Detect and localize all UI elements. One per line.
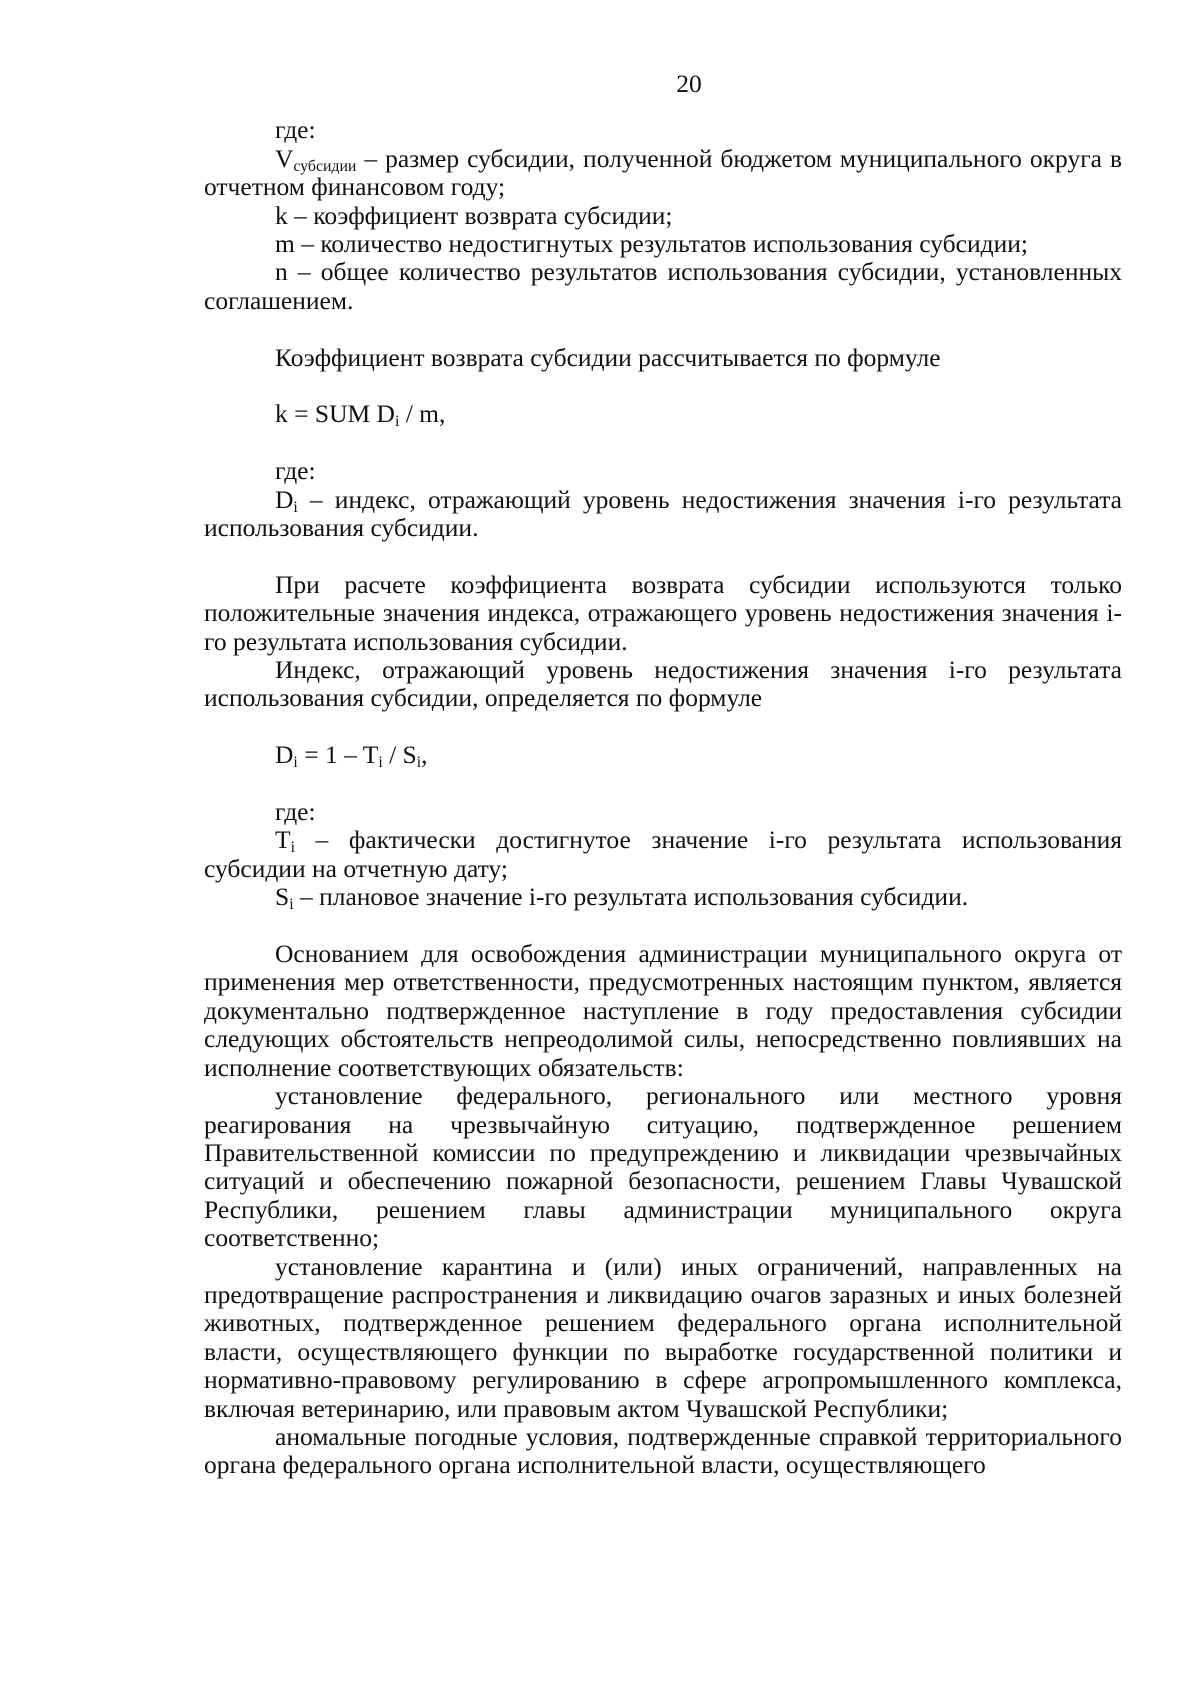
definition-s: $S_i$ – плановое значение i-го результата использования субсидии.	[275, 882, 969, 914]
definition-k: k – коэффициент возврата субсидии;	[275, 200, 673, 230]
definition-t: $T_i$ – фактически достигнутое значение i-го результата использования субсидии на отчетную дату;	[204, 825, 1122, 883]
formula-k: k = SUM $D_i$ / m,	[275, 399, 446, 431]
paragraph-index-formula-intro: Индекс, отражающий уровень недостижения значения i-го результата использования субсидии, определяется по формуле	[204, 655, 1122, 713]
paragraph-positive-values: При расчете коэффициента возврата субсидии используются только положительные значения индекса, отражающего уровень недостижения значения i-го результата использования субсидии.	[204, 569, 1122, 656]
where-label: где:	[275, 797, 316, 827]
spacer	[204, 770, 1122, 798]
formula-d: $D_i = 1 - T_i / S_i$,	[275, 740, 428, 772]
where-label: где:	[275, 115, 316, 145]
paragraph-force-majeure: Основанием для освобождения администрации муниципального округа от применения мер ответственности, предусмотренных настоящим пунктом, является документально подтвержденное наступление в году предоставления субсидии следующих обстоятельств непреодолимой силы, непосредственно повлиявших на исполнение соответствующих обязательств:	[204, 939, 1122, 1082]
definition-m: m – количество недостигнутых результатов использования субсидии;	[275, 229, 1028, 259]
page-number: 20	[676, 69, 702, 98]
definition-n: n – общее количество результатов использования субсидии, установленных соглашением.	[204, 257, 1122, 315]
document-page	[204, 70, 1122, 1480]
spacer	[204, 372, 1122, 400]
definition-d: $D_i$ – индекс, отражающий уровень недостижения значения i-го результата использования субсидии.	[204, 484, 1122, 543]
spacer	[204, 713, 1122, 741]
paragraph-emergency: установление федерального, регионального или местного уровня реагирования на чрезвычайную ситуацию, подтвержденное решением Правительственной комиссии по предупреждению и ликвидации чрезвычайных ситуаций и обеспечению пожарной безопасности, решением Главы Чувашской Республики, решением главы администрации муниципального округа соответственно;	[204, 1081, 1122, 1253]
spacer	[204, 315, 1122, 343]
paragraph-weather: аномальные погодные условия, подтвержденные справкой территориального органа федерального органа исполнительной власти, осуществляющего	[204, 1421, 1122, 1480]
spacer	[204, 912, 1122, 940]
paragraph-quarantine: установление карантина и (или) иных ограничений, направленных на предотвращение распространения и ликвидацию очагов заразных и иных болезней животных, подтвержденное решением федерального органа исполнительной власти, осуществляющего функции по выработке государственной политики и нормативно-правовому регулированию в сфере агропромышленного комплекса, включая ветеринарию, или правовым актом Чувашской Республики;	[204, 1251, 1122, 1423]
formula-intro: Коэффициент возврата субсидии рассчитывается по формуле	[275, 342, 941, 372]
spacer	[204, 542, 1122, 570]
spacer	[204, 429, 1122, 457]
where-label: где:	[275, 456, 316, 486]
definition-v: $V_{субсидии}$ – размер субсидии, полученной бюджетом муниципального округа в отчетном финансовом году;	[204, 143, 1122, 202]
